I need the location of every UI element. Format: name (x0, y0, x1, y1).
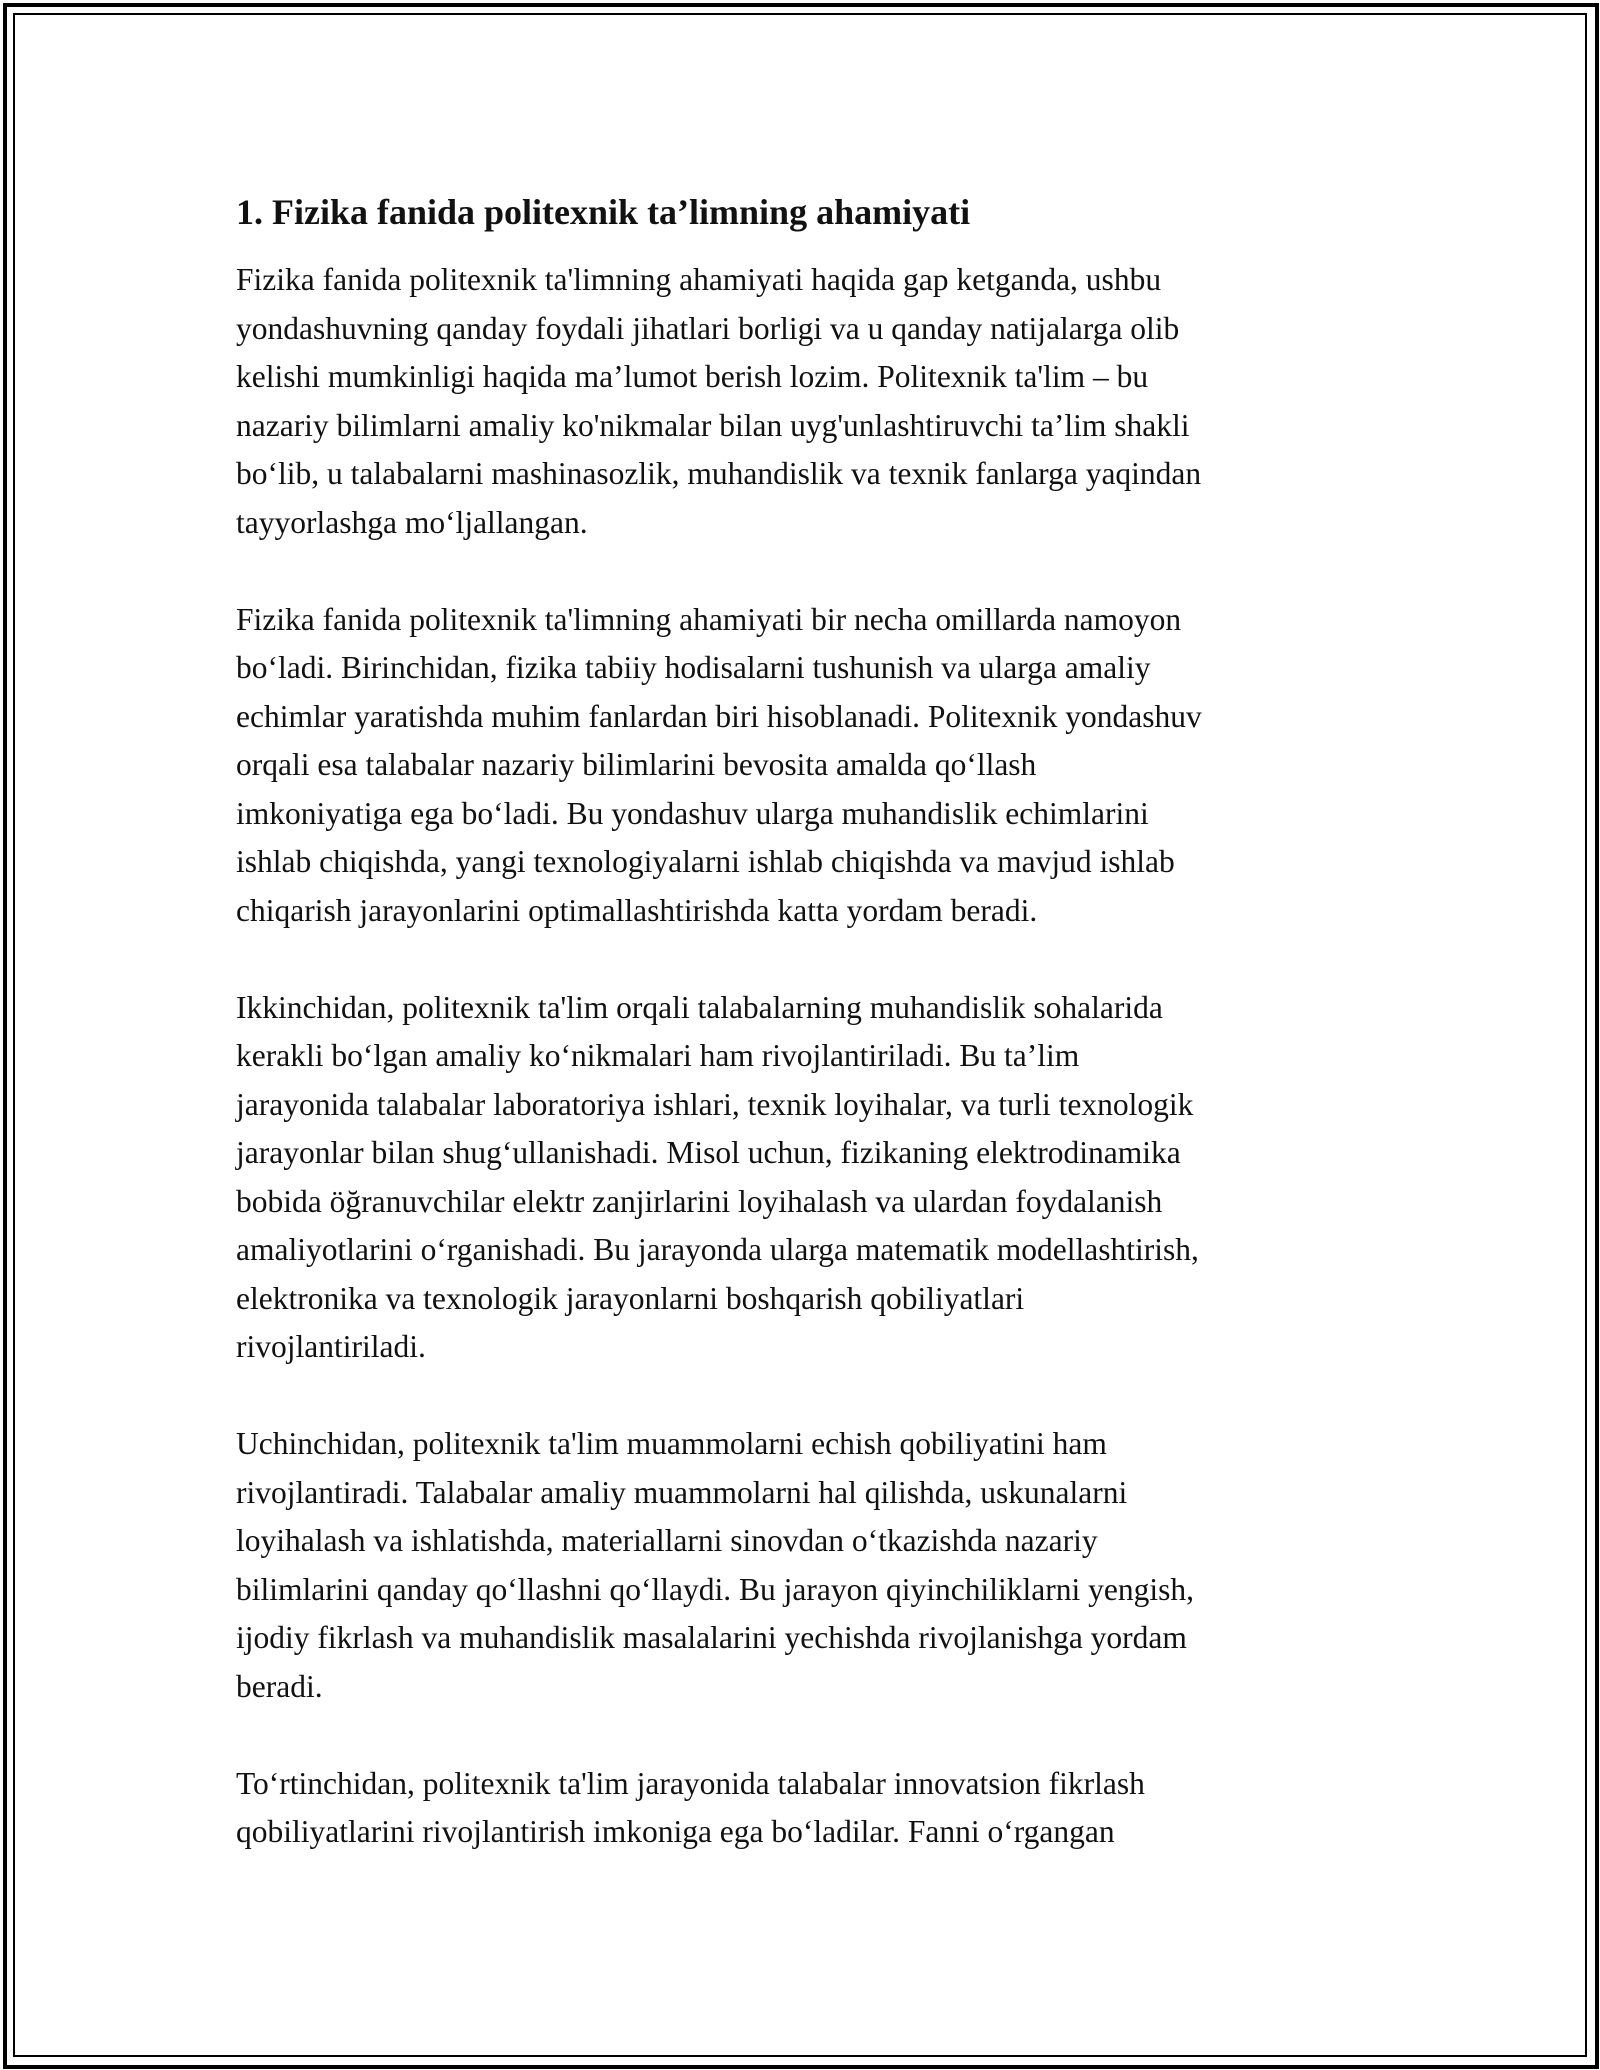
paragraph-line: Ikkinchidan, politexnik ta'lim orqali talabalarning muhandislik sohalarida (236, 989, 1163, 1025)
paragraph-line: beradi. (236, 1668, 323, 1704)
paragraph-line: bo‘ladi. Birinchidan, fizika tabiiy hodisalarni tushunish va ularga amaliy (236, 650, 1151, 685)
paragraph-1 (236, 256, 1376, 547)
paragraph-line: jarayonida talabalar laboratoriya ishlari, texnik loyihalar, va turli texnologik (236, 1086, 1194, 1122)
paragraph-line: amaliyotlarini o‘rganishadi. Bu jarayonda ularga matematik modellashtirish, (236, 1232, 1199, 1267)
paragraph-line: To‘rtinchidan, politexnik ta'lim jarayonida talabalar innovatsion fikrlash (236, 1765, 1145, 1801)
paragraph-line: orqali esa talabalar nazariy bilimlarini bevosita amalda qo‘llash (236, 747, 1037, 782)
paragraph-line: chiqarish jarayonlarini optimallashtirishda katta yordam beradi. (236, 892, 1038, 928)
paragraph-line: yondashuvning qanday foydali jihatlari borligi va u qanday natijalarga olib (236, 310, 1180, 346)
paragraph-3 (236, 984, 1376, 1372)
paragraph-line: bilimlarini qanday qo‘llashni qo‘llaydi. Bu jarayon qiyinchiliklarni yengish, (236, 1571, 1194, 1607)
paragraph-line: bobida öğranuvchilar elektr zanjirlarini loyihalash va ulardan foydalanish (236, 1183, 1163, 1219)
paragraph-line: tayyorlashga mo‘ljallangan. (236, 504, 588, 540)
paragraph-line: ishlab chiqishda, yangi texnologiyalarni ishlab chiqishda va mavjud ishlab (236, 844, 1175, 879)
document-body (236, 186, 1376, 1905)
section-heading: 1. Fizika fanida politexnik ta’limning ahamiyati (236, 192, 971, 232)
paragraph-line: rivojlantiradi. Talabalar amaliy muammolarni hal qilishda, uskunalarni (236, 1474, 1128, 1510)
paragraph-line: rivojlantiriladi. (236, 1329, 426, 1364)
paragraph-line: kerakli bo‘lgan amaliy ko‘nikmalari ham rivojlantiriladi. Bu ta’lim (236, 1038, 1080, 1073)
paragraph-line: Uchinchidan, politexnik ta'lim muammolarni echish qobiliyatini ham (236, 1426, 1107, 1461)
paragraph-line: echimlar yaratishda muhim fanlardan biri hisoblanadi. Politexnik yondashuv (236, 698, 1202, 734)
paragraph-line: loyihalash va ishlatishda, materiallarni sinovdan o‘tkazishda nazariy (236, 1523, 1098, 1558)
paragraph-line: nazariy bilimlarni amaliy ko'nikmalar bilan uyg'unlashtiruvchi ta’lim shakli (236, 407, 1190, 443)
paragraph-line: Fizika fanida politexnik ta'limning ahamiyati bir necha omillarda namoyon (236, 601, 1182, 637)
paragraph-line: jarayonlar bilan shug‘ullanishadi. Misol uchun, fizikaning elektrodinamika (236, 1135, 1181, 1170)
paragraph-line: imkoniyatiga ega bo‘ladi. Bu yondashuv ularga muhandislik echimlarini (236, 795, 1149, 831)
paragraph-line: ijodiy fikrlash va muhandislik masalalarini yechishda rivojlanishga yordam (236, 1620, 1187, 1655)
paragraph-2 (236, 596, 1376, 936)
paragraph-5 (236, 1760, 1376, 1857)
paragraph-line: kelishi mumkinligi haqida ma’lumot berish lozim. Politexnik ta'lim – bu (236, 359, 1149, 394)
paragraph-4 (236, 1420, 1376, 1711)
paragraph-line: qobiliyatlarini rivojlantirish imkoniga ega bo‘ladilar. Fanni o‘rgangan (236, 1814, 1115, 1849)
paragraph-line: elektronika va texnologik jarayonlarni boshqarish qobiliyatlari (236, 1280, 1025, 1316)
paragraph-line: Fizika fanida politexnik ta'limning ahamiyati haqida gap ketganda, ushbu (236, 262, 1162, 297)
paragraph-line: bo‘lib, u talabalarni mashinasozlik, muhandislik va texnik fanlarga yaqindan (236, 456, 1202, 491)
